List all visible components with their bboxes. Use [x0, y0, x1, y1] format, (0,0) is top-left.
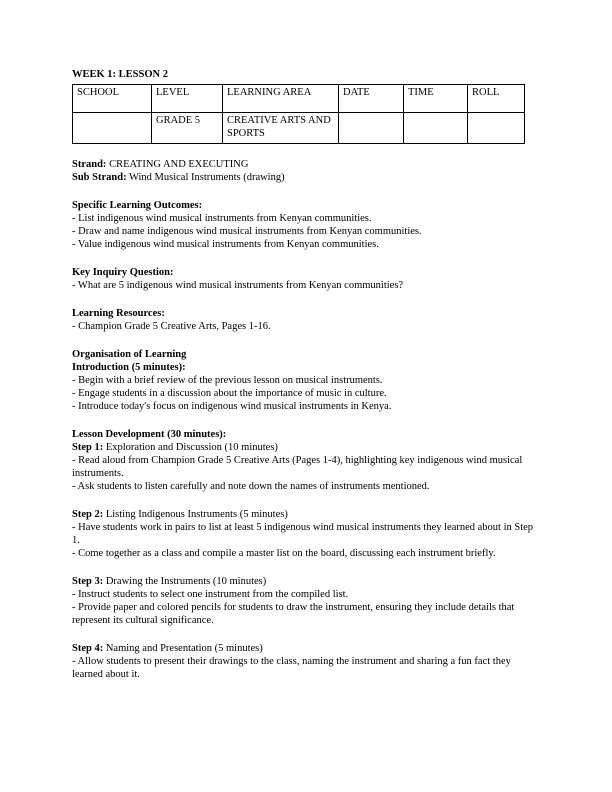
- lesson-development-section: [72, 428, 540, 493]
- step-label: Step 1:: [72, 442, 104, 453]
- sub-strand-label: Sub Strand:: [72, 172, 127, 183]
- step-heading: [72, 575, 540, 588]
- step-heading: [72, 642, 540, 655]
- table-cell-date: [339, 113, 404, 144]
- resources-section: [72, 307, 540, 333]
- step-title: Drawing the Instruments (10 minutes): [103, 576, 267, 587]
- key-inquiry-heading: Key Inquiry Question:: [72, 267, 174, 278]
- table-header-school: SCHOOL: [73, 85, 152, 113]
- step-title: Exploration and Discussion (10 minutes): [103, 442, 278, 453]
- table-header-date: DATE: [339, 85, 404, 113]
- table-header-roll: ROLL: [468, 85, 525, 113]
- key-inquiry-section: [72, 266, 540, 292]
- step-label: Step 3:: [72, 576, 104, 587]
- step-2-section: [72, 508, 540, 560]
- outcomes-heading: Specific Learning Outcomes:: [72, 200, 203, 211]
- table-cell-level: GRADE 5: [152, 113, 223, 144]
- step-line: - Have students work in pairs to list at least 5 indigenous wind musical instruments they learned about in Step 1.: [72, 522, 534, 546]
- step-3-section: [72, 575, 540, 627]
- sub-strand-value: Wind Musical Instruments (drawing): [126, 172, 285, 183]
- strand-line: [72, 158, 540, 171]
- introduction-line: - Introduce today's focus on indigenous wind musical instruments in Kenya.: [72, 401, 392, 412]
- table-header-time: TIME: [404, 85, 468, 113]
- resource-line: - Champion Grade 5 Creative Arts, Pages 1-16.: [72, 321, 271, 332]
- step-line: - Come together as a class and compile a master list on the board, discussing each instrument briefly.: [72, 548, 496, 559]
- table-header-row: [73, 85, 525, 113]
- step-label: Step 2:: [72, 509, 104, 520]
- outcome-line: - Draw and name indigenous wind musical instruments from Kenyan communities.: [72, 226, 422, 237]
- outcome-line: - Value indigenous wind musical instruments from Kenyan communities.: [72, 239, 379, 250]
- strand-section: [72, 158, 540, 184]
- outcome-line: - List indigenous wind musical instruments from Kenyan communities.: [72, 213, 372, 224]
- step-line: - Ask students to listen carefully and note down the names of instruments mentioned.: [72, 481, 430, 492]
- strand-label: Strand:: [72, 159, 107, 170]
- lesson-info-table: [72, 84, 525, 144]
- lesson-development-heading: Lesson Development (30 minutes):: [72, 429, 227, 440]
- introduction-line: - Engage students in a discussion about the importance of music in culture.: [72, 388, 387, 399]
- step-label: Step 4:: [72, 643, 104, 654]
- step-heading: [72, 508, 540, 521]
- resources-heading: Learning Resources:: [72, 308, 165, 319]
- step-line: - Read aloud from Champion Grade 5 Creative Arts (Pages 1-4), highlighting key indigenous wind musical instruments.: [72, 455, 523, 479]
- table-header-learning-area: LEARNING AREA: [223, 85, 339, 113]
- introduction-heading: Introduction (5 minutes):: [72, 362, 186, 373]
- step-title: Listing Indigenous Instruments (5 minutes): [103, 509, 288, 520]
- sub-strand-line: [72, 171, 540, 184]
- step-line: - Instruct students to select one instrument from the compiled list.: [72, 589, 349, 600]
- outcomes-section: [72, 199, 540, 251]
- step-line: - Allow students to present their drawings to the class, naming the instrument and sharing a fun fact they learned about it.: [72, 656, 511, 680]
- step-4-section: [72, 642, 540, 681]
- step-heading: [72, 441, 540, 454]
- key-inquiry-line: - What are 5 indigenous wind musical instruments from Kenyan communities?: [72, 280, 404, 291]
- table-value-row: [73, 113, 525, 144]
- table-cell-school: [73, 113, 152, 144]
- introduction-line: - Begin with a brief review of the previous lesson on musical instruments.: [72, 375, 383, 386]
- table-cell-learning-area: CREATIVE ARTS AND SPORTS: [223, 113, 339, 144]
- step-line: - Provide paper and colored pencils for students to draw the instrument, ensuring they include details that represent its cultural significance.: [72, 602, 515, 626]
- table-cell-time: [404, 113, 468, 144]
- organisation-heading: Organisation of Learning: [72, 349, 187, 360]
- table-cell-roll: [468, 113, 525, 144]
- step-title: Naming and Presentation (5 minutes): [103, 643, 263, 654]
- table-header-level: LEVEL: [152, 85, 223, 113]
- strand-value: CREATING AND EXECUTING: [106, 159, 249, 170]
- lesson-title: WEEK 1: LESSON 2: [72, 69, 168, 80]
- organisation-section: [72, 348, 540, 413]
